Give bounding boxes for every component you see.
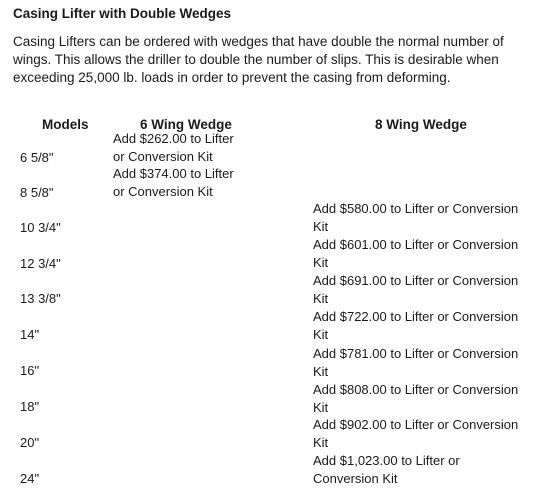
eight-wing-price-line: Kit <box>313 435 329 450</box>
page-title: Casing Lifter with Double Wedges <box>13 6 232 21</box>
eight-wing-price-line: Add $691.00 to Lifter or Conversion <box>313 273 519 288</box>
eight-wing-price-line: Kit <box>313 255 329 270</box>
eight-wing-price-line: Kit <box>313 291 329 306</box>
eight-wing-price-line: Add $781.00 to Lifter or Conversion <box>313 346 519 361</box>
eight-wing-price-line: Add $580.00 to Lifter or Conversion <box>313 201 519 216</box>
model-label: 16" <box>20 363 40 378</box>
models-header: Models <box>42 117 89 132</box>
eight-wing-price-line: Kit <box>313 327 329 342</box>
eight-wing-price-line: Add $601.00 to Lifter or Conversion <box>313 237 519 252</box>
eight-wing-price-line: Add $1,023.00 to Lifter or <box>313 453 460 468</box>
eight-wing-price-line: Conversion Kit <box>313 471 398 486</box>
model-label: 13 3/8" <box>20 291 61 306</box>
eight-wing-price-line: Add $808.00 to Lifter or Conversion <box>313 382 519 397</box>
six-wing-price-line: or Conversion Kit <box>113 149 213 164</box>
eight-wing-price-line: Kit <box>313 400 329 415</box>
eight-wing-header: 8 Wing Wedge <box>375 117 467 132</box>
model-label: 8 5/8" <box>20 185 54 200</box>
six-wing-header: 6 Wing Wedge <box>140 117 232 132</box>
six-wing-price-line: or Conversion Kit <box>113 184 213 199</box>
model-label: 18" <box>20 399 40 414</box>
eight-wing-price-line: Add $722.00 to Lifter or Conversion <box>313 309 519 324</box>
model-label: 24" <box>20 471 40 486</box>
model-label: 14" <box>20 327 40 342</box>
eight-wing-price-line: Add $902.00 to Lifter or Conversion <box>313 417 519 432</box>
eight-wing-price-line: Kit <box>313 364 329 379</box>
model-label: 6 5/8" <box>20 150 54 165</box>
model-label: 12 3/4" <box>20 256 61 271</box>
model-label: 20" <box>20 435 40 450</box>
six-wing-price-line: Add $374.00 to Lifter <box>113 166 234 181</box>
eight-wing-price-line: Kit <box>313 219 329 234</box>
model-label: 10 3/4" <box>20 220 61 235</box>
intro-paragraph: Casing Lifters can be ordered with wedges that have double the normal number of wings. This allows the driller to double the number of slips. This is desirable when exceeding 25,000 lb. loads in order to prevent the casing from deforming. <box>13 34 504 85</box>
six-wing-price-line: Add $262.00 to Lifter <box>113 131 234 146</box>
